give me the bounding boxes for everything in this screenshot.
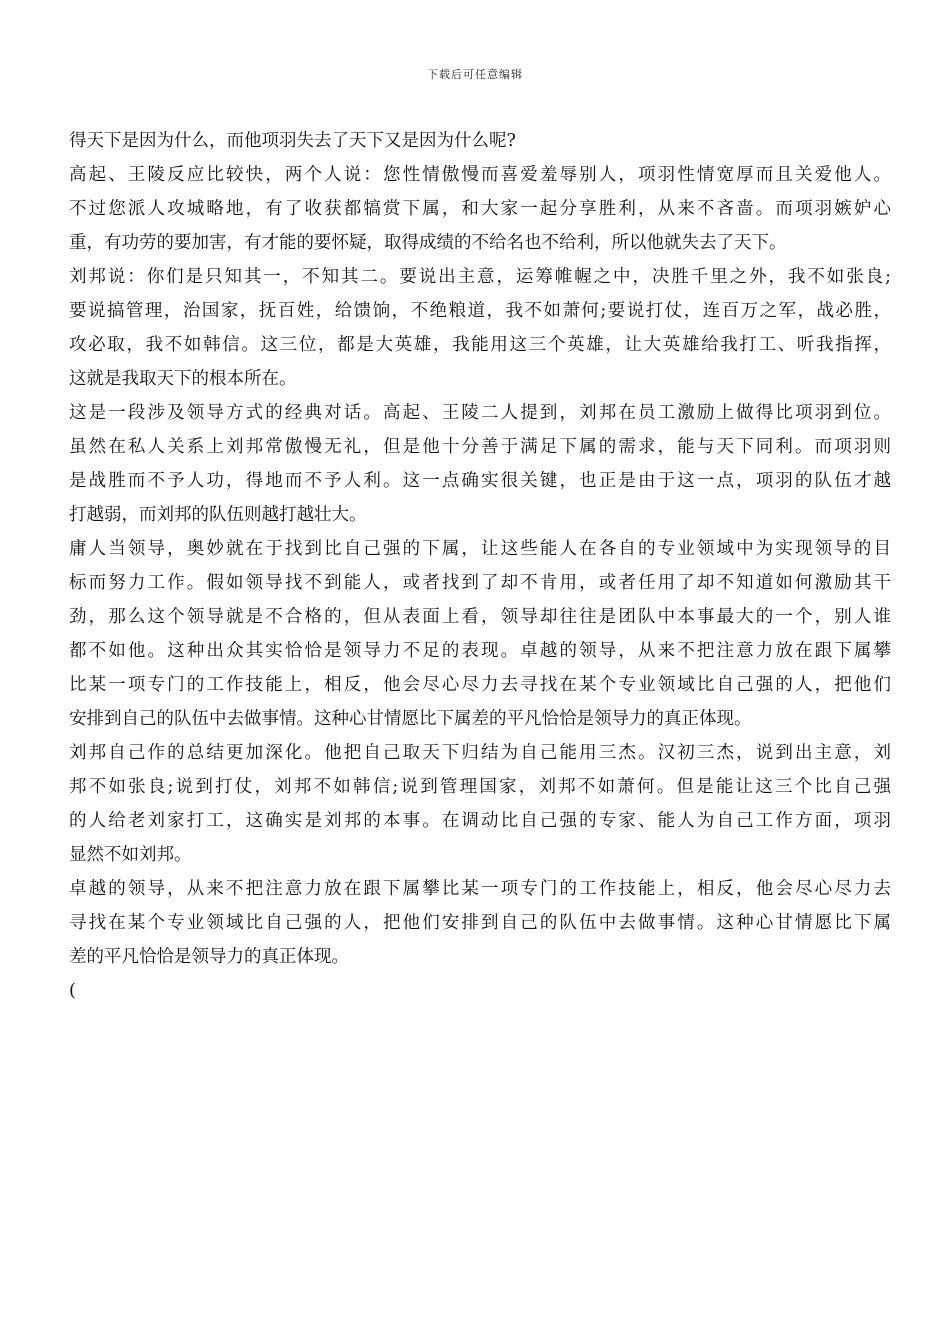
text-line: 这就是我取天下的根本所在。 xyxy=(69,369,297,389)
text-line: 重，有功劳的要加害，有才能的要怀疑，取得成绩的不给名也不给利，所以他就失去了天下。 xyxy=(69,233,787,253)
text-line: 刘邦说：你们是只知其一，不知其二。要说出主意，运筹帷幄之中，决胜千里之外，我不如张良; xyxy=(69,267,891,287)
text-line: 庸人当领导，奥妙就在于找到比自己强的下属，让这些能人在各自的专业领域中为实现领导的目 xyxy=(69,539,891,559)
document-body xyxy=(69,124,891,1008)
text-line: 打越弱，而刘邦的队伍则越打越壮大。 xyxy=(69,505,367,525)
text-line: 卓越的领导，从来不把注意力放在跟下属攀比某一项专门的工作技能上，相反，他会尽心尽力去 xyxy=(69,879,891,899)
paragraph xyxy=(69,872,891,974)
text-line: 是战胜而不予人功，得地而不予人利。这一点确实很关键，也正是由于这一点，项羽的队伍才越 xyxy=(69,471,891,491)
paragraph xyxy=(69,396,891,532)
text-line: 刘邦自己作的总结更加深化。他把自己取天下归结为自己能用三杰。汉初三杰，说到出主意，刘 xyxy=(69,743,891,763)
text-line: 都不如他。这种出众其实恰恰是领导力不足的表现。卓越的领导，从来不把注意力放在跟下属攀 xyxy=(69,641,891,661)
text-line: 显然不如刘邦。 xyxy=(69,845,192,865)
text-line: 劲，那么这个领导就是不合格的，但从表面上看，领导却往往是团队中本事最大的一个，别人谁 xyxy=(69,607,891,627)
text-line: 比某一项专门的工作技能上，相反，他会尽心尽力去寻找在某个专业领域比自己强的人，把他们 xyxy=(69,675,891,695)
paragraph xyxy=(69,124,891,158)
text-line: 差的平凡恰恰是领导力的真正体现。 xyxy=(69,947,349,967)
text-line: ( xyxy=(69,981,76,1001)
paragraph xyxy=(69,260,891,396)
paragraph xyxy=(69,974,891,1008)
text-line: 要说搞管理，治国家，抚百姓，给馈饷，不绝粮道，我不如萧何;要说打仗，连百万之军，战必胜， xyxy=(69,301,891,321)
text-line: 寻找在某个专业领域比自己强的人，把他们安排到自己的队伍中去做事情。这种心甘情愿比下属 xyxy=(69,913,891,933)
text-line: 虽然在私人关系上刘邦常傲慢无礼，但是他十分善于满足下属的需求，能与天下同利。而项羽则 xyxy=(69,437,891,457)
paragraph xyxy=(69,736,891,872)
text-line: 的人给老刘家打工，这确实是刘邦的本事。在调动比自己强的专家、能人为自己工作方面，项羽 xyxy=(69,811,891,831)
page-header: 下载后可任意编辑 xyxy=(427,68,523,81)
text-line: 安排到自己的队伍中去做事情。这种心甘情愿比下属差的平凡恰恰是领导力的真正体现。 xyxy=(69,709,752,729)
text-line: 这是一段涉及领导方式的经典对话。高起、王陵二人提到，刘邦在员工激励上做得比项羽到位。 xyxy=(69,403,891,423)
text-line: 高起、王陵反应比较快，两个人说：您性情傲慢而喜爱羞辱别人，项羽性情宽厚而且关爱他人。 xyxy=(69,165,891,185)
text-line: 攻必取，我不如韩信。这三位，都是大英雄，我能用这三个英雄，让大英雄给我打工、听我指挥， xyxy=(69,335,891,355)
text-line: 标而努力工作。假如领导找不到能人，或者找到了却不肯用，或者任用了却不知道如何激励其干 xyxy=(69,573,891,593)
text-line: 得天下是因为什么，而他项羽失去了天下又是因为什么呢? xyxy=(69,131,516,151)
text-line: 邦不如张良;说到打仗，刘邦不如韩信;说到管理国家，刘邦不如萧何。但是能让这三个比自己强 xyxy=(69,777,891,797)
text-line: 不过您派人攻城略地，有了收获都犒赏下属，和大家一起分享胜利，从来不吝啬。而项羽嫉妒心 xyxy=(69,199,891,219)
paragraph xyxy=(69,532,891,736)
paragraph xyxy=(69,158,891,260)
